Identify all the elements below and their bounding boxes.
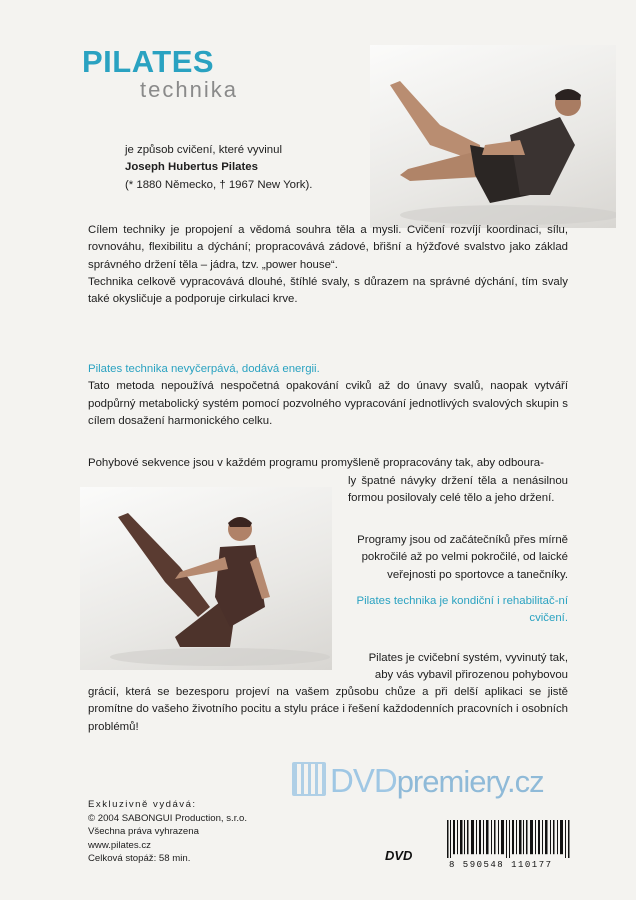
paragraph-goal <box>88 222 568 308</box>
credits-block <box>88 798 247 866</box>
photo-woman-exercise <box>80 487 332 670</box>
paragraph-sequences-end: ly špatné návyky držení těla a nenásilnou formou posilovaly celé tělo a jeho držení. <box>348 475 568 505</box>
intro-line: je způsob cvičení, které vyvinul <box>125 144 283 156</box>
intro-block <box>125 142 355 194</box>
paragraph-rehab: Pilates technika je kondiční i rehabilitač-ní cvičení. <box>356 595 568 625</box>
credits-runtime: Celková stopáž: 58 min. <box>88 853 191 864</box>
paragraph-system-end: grácií, která se bezesporu projeví na vašem způsobu chůze a při delší aplikaci se jistě promítne do vašeho životního pocitu a stylu práce i řešení každodenních pracovních i osobních problémů! <box>88 686 568 733</box>
paragraph-levels: Programy jsou od začátečníků přes mírně pokročilé až po velmi pokročilé, od laické veřejnosti po sportovce a tanečníky. <box>357 534 568 581</box>
paragraph-sequences-start: Pohybové sekvence jsou v každém programu promyšleně propracovány tak, aby odboura- <box>88 457 544 469</box>
paragraph-text: Cílem techniky je propojení a vědomá souhra těla a mysli. Cvičení rozvíjí koordinaci, sílu, rovnováhu, flexibilitu a dýchání; propracovává zádové, břišní a hýžďové svalstvo jako základ správného držení těla – jádra, tzv. „power house“. <box>88 224 568 271</box>
accent-heading: Pilates technika nevyčerpává, dodává energii. <box>88 363 320 375</box>
watermark-domain: .cz <box>506 764 544 799</box>
watermark-premiery: premiery <box>396 764 507 799</box>
paragraph-text: Tato metoda nepoužívá nespočetná opakování cviků až do únavy svalů, naopak vytváří podpůrný metabolický systém pomocí pozvolného vypracování jednotlivých svalových skupin s cílem dosažení harmonického celku. <box>88 380 568 427</box>
barcode-number: 8 590548 110177 <box>449 860 553 870</box>
page-title: PILATES <box>82 44 215 79</box>
dvdpremiery-watermark <box>292 762 544 800</box>
credits-copyright: © 2004 SABONGUI Production, s.r.o. <box>88 812 248 824</box>
watermark-dvd: DVD <box>330 762 397 799</box>
photo-man-exercise <box>370 45 616 228</box>
founder-dates: (* 1880 Německo, † 1967 New York). <box>125 178 313 191</box>
paragraph-energy <box>88 361 568 430</box>
credits-website: www.pilates.cz <box>88 839 151 851</box>
dvd-logo: DVD <box>385 848 413 863</box>
film-strip-icon <box>292 762 326 796</box>
paragraph-text: Technika celkově vypracovává dlouhé, štíhlé svaly, s důrazem na správné dýchání, tím svaly také okysličuje a podporuje cirkulaci krve. <box>88 275 568 306</box>
paragraph-system-start: Pilates je cvičební systém, vyvinutý tak, aby vás vybavil přirozenou pohybovou <box>368 652 568 682</box>
credits-rights: Všechna práva vyhrazena <box>88 826 199 837</box>
page-subtitle: technika <box>140 77 238 102</box>
barcode <box>445 820 573 858</box>
credits-label: Exkluzivně vydává: <box>88 799 197 810</box>
founder-name: Joseph Hubertus Pilates <box>125 161 258 174</box>
